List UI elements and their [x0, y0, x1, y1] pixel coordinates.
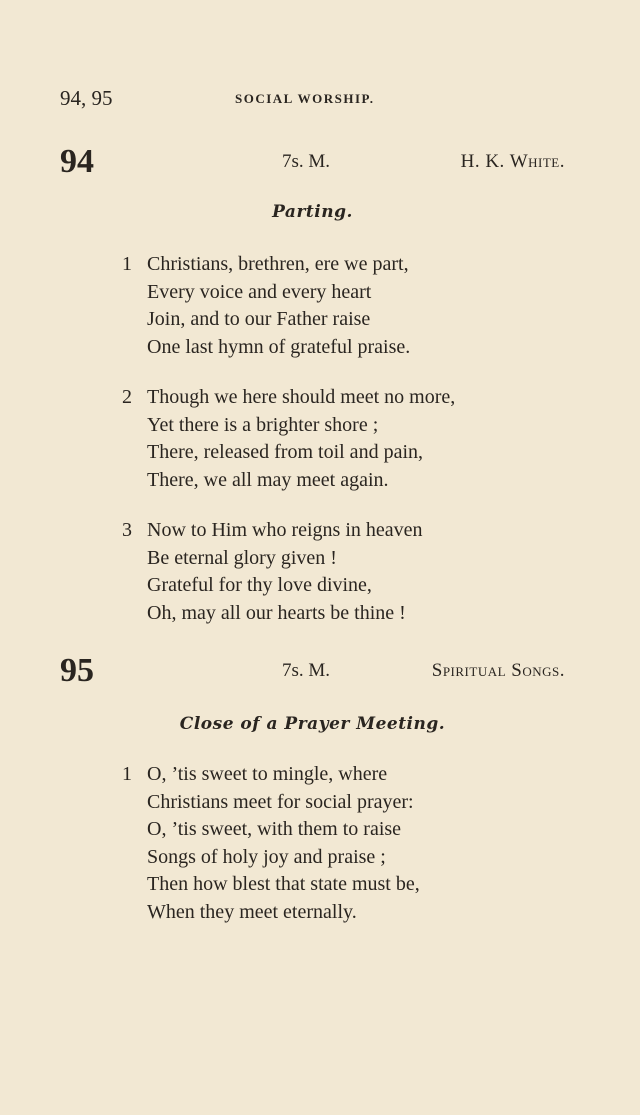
hymn-number: 95 [60, 652, 94, 689]
verse-line: Now to Him who reigns in heaven [147, 519, 423, 541]
stanza-number: 1 [122, 763, 132, 785]
running-head [60, 86, 565, 112]
stanza [122, 384, 562, 494]
hymn-author: Spiritual Songs. [431, 660, 565, 681]
verse-line: There, we all may meet again. [147, 468, 389, 491]
verse-line: Every voice and every heart [147, 280, 372, 303]
stanza [122, 761, 562, 926]
verse-line: When they meet eternally. [147, 900, 357, 923]
verse-line: O, ’tis sweet to mingle, where [147, 763, 388, 785]
stanza [122, 251, 562, 361]
verse-line: One last hymn of grateful praise. [147, 335, 411, 358]
verse-line: Grateful for thy love divine, [147, 574, 372, 596]
hymn-title: Close of a Prayer Meeting. [179, 714, 446, 734]
hymn-meter: 7s. M. [282, 151, 331, 172]
verse-line: Oh, may all our hearts be thine ! [147, 601, 406, 624]
stanza-number: 2 [122, 386, 132, 408]
verse-line: Be eternal glory given ! [147, 546, 337, 569]
running-title: SOCIAL WORSHIP. [235, 91, 375, 106]
stanza [122, 517, 562, 627]
verse-line: O, ’tis sweet, with them to raise [147, 818, 402, 840]
verse-line: Songs of holy joy and praise ; [147, 845, 386, 868]
verse-line: Join, and to our Father raise [147, 308, 371, 330]
verse-line: Christians meet for social prayer: [147, 790, 414, 813]
verse-line: Then how blest that state must be, [147, 873, 420, 895]
hymn-heading [60, 143, 565, 183]
hymn-title: Parting. [272, 202, 353, 222]
stanza-number: 3 [122, 519, 132, 541]
verse-line: Though we here should meet no more, [147, 386, 456, 408]
hymn-meter: 7s. M. [282, 660, 331, 681]
page-numbers: 94, 95 [60, 86, 113, 110]
hymn-heading [60, 652, 565, 692]
hymn-number: 94 [60, 143, 94, 180]
stanza-number: 1 [122, 253, 132, 275]
verse-line: Yet there is a brighter shore ; [147, 413, 379, 436]
verse-line: There, released from toil and pain, [147, 441, 423, 463]
verse-line: Christians, brethren, ere we part, [147, 253, 409, 275]
hymn-author: H. K. White. [460, 151, 565, 172]
